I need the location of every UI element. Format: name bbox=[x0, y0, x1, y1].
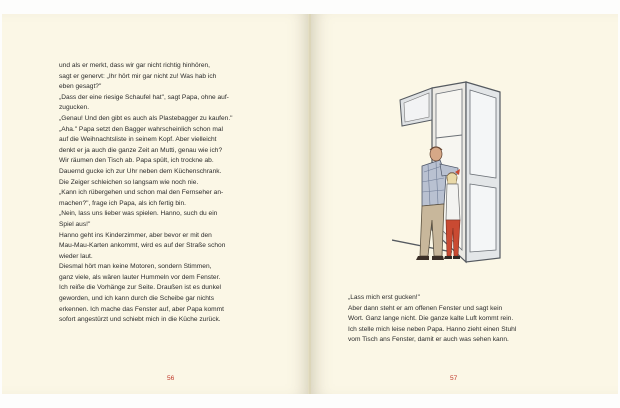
text-line: Diesmal hört man keine Motoren, sondern Stimmen, bbox=[59, 263, 212, 271]
right-page-text bbox=[348, 293, 516, 346]
text-line: „Aha." Papa setzt den Bagger wahrscheinlich schon mal bbox=[59, 125, 223, 133]
text-line: „Kann ich rübergehen und schon mal den Fernseher an- bbox=[59, 189, 224, 197]
text-line: sagt er genervt: „Ihr hört mir gar nicht zu! Was hab ich bbox=[59, 72, 217, 80]
text-line: „Lass mich erst gucken!" bbox=[348, 294, 420, 301]
text-line: und als er merkt, dass wir gar nicht richtig hinhören, bbox=[59, 62, 210, 69]
text-line: „Nein, lass uns lieber was spielen. Hanno, such du ein bbox=[59, 210, 218, 218]
left-page-text bbox=[59, 61, 233, 326]
text-line: sofort angestürzt und schiebt mich in die Küche zurück. bbox=[59, 316, 221, 324]
text-line: Dauernd gucke ich zur Uhr neben dem Küchenschrank. bbox=[59, 167, 222, 175]
page-number-right: 57 bbox=[450, 375, 458, 382]
text-line: machen?", frage ich Papa, als ich fertig bin. bbox=[59, 199, 186, 207]
text-line: erkennen. Ich mache das Fenster auf, aber Papa kommt bbox=[59, 305, 224, 313]
page-number-left: 56 bbox=[167, 375, 175, 382]
text-line: ganz viele, als wären lauter Hummeln vor dem Fenster. bbox=[59, 273, 221, 281]
text-line: Die Zeiger schleichen so langsam wie noch nie. bbox=[59, 178, 199, 186]
text-line: Wir räumen den Tisch ab. Papa spült, ich trockne ab. bbox=[59, 157, 214, 165]
text-line: „Dass der eine riesige Schaufel hat", sagt Papa, ohne auf- bbox=[59, 93, 229, 101]
text-line: „Genau! Und den gibt es auch als Plastebagger zu kaufen." bbox=[59, 114, 233, 122]
text-line: vom Tisch ans Fenster, damit er auch was sehen kann. bbox=[348, 336, 509, 344]
text-line: Mau-Mau-Karten ankommt, wird es auf der Straße schon bbox=[59, 242, 226, 250]
text-line: Spiel aus!" bbox=[59, 220, 91, 228]
text-line: auf die Weihnachtsliste in seinem Kopf. Aber vielleicht bbox=[59, 136, 217, 144]
text-line: Ich stelle mich leise neben Papa. Hanno zieht einen Stuhl bbox=[348, 325, 517, 333]
text-line: Hanno geht ins Kinderzimmer, aber bevor er mit den bbox=[59, 231, 212, 239]
left-page bbox=[2, 14, 309, 394]
text-line: zugucken. bbox=[59, 104, 90, 112]
text-line: geworden, und ich kann durch die Scheibe gar nichts bbox=[59, 295, 215, 303]
text-line: Wort. Ganz lange nicht. Die ganze kalte Luft kommt rein. bbox=[348, 315, 514, 323]
text-line: denkt er ja auch die ganze Zeit an Mutti, genau wie ich? bbox=[59, 146, 223, 154]
illustration-father-and-girl-at-window bbox=[392, 80, 506, 268]
text-line: wieder laut. bbox=[59, 252, 93, 260]
text-line: eben gesagt?" bbox=[59, 83, 102, 91]
text-line: Aber dann steht er am offenen Fenster und sagt kein bbox=[348, 304, 503, 312]
text-line: Ich reiße die Vorhänge zur Seite. Draußen ist es dunkel bbox=[59, 284, 222, 292]
right-page bbox=[311, 14, 618, 394]
